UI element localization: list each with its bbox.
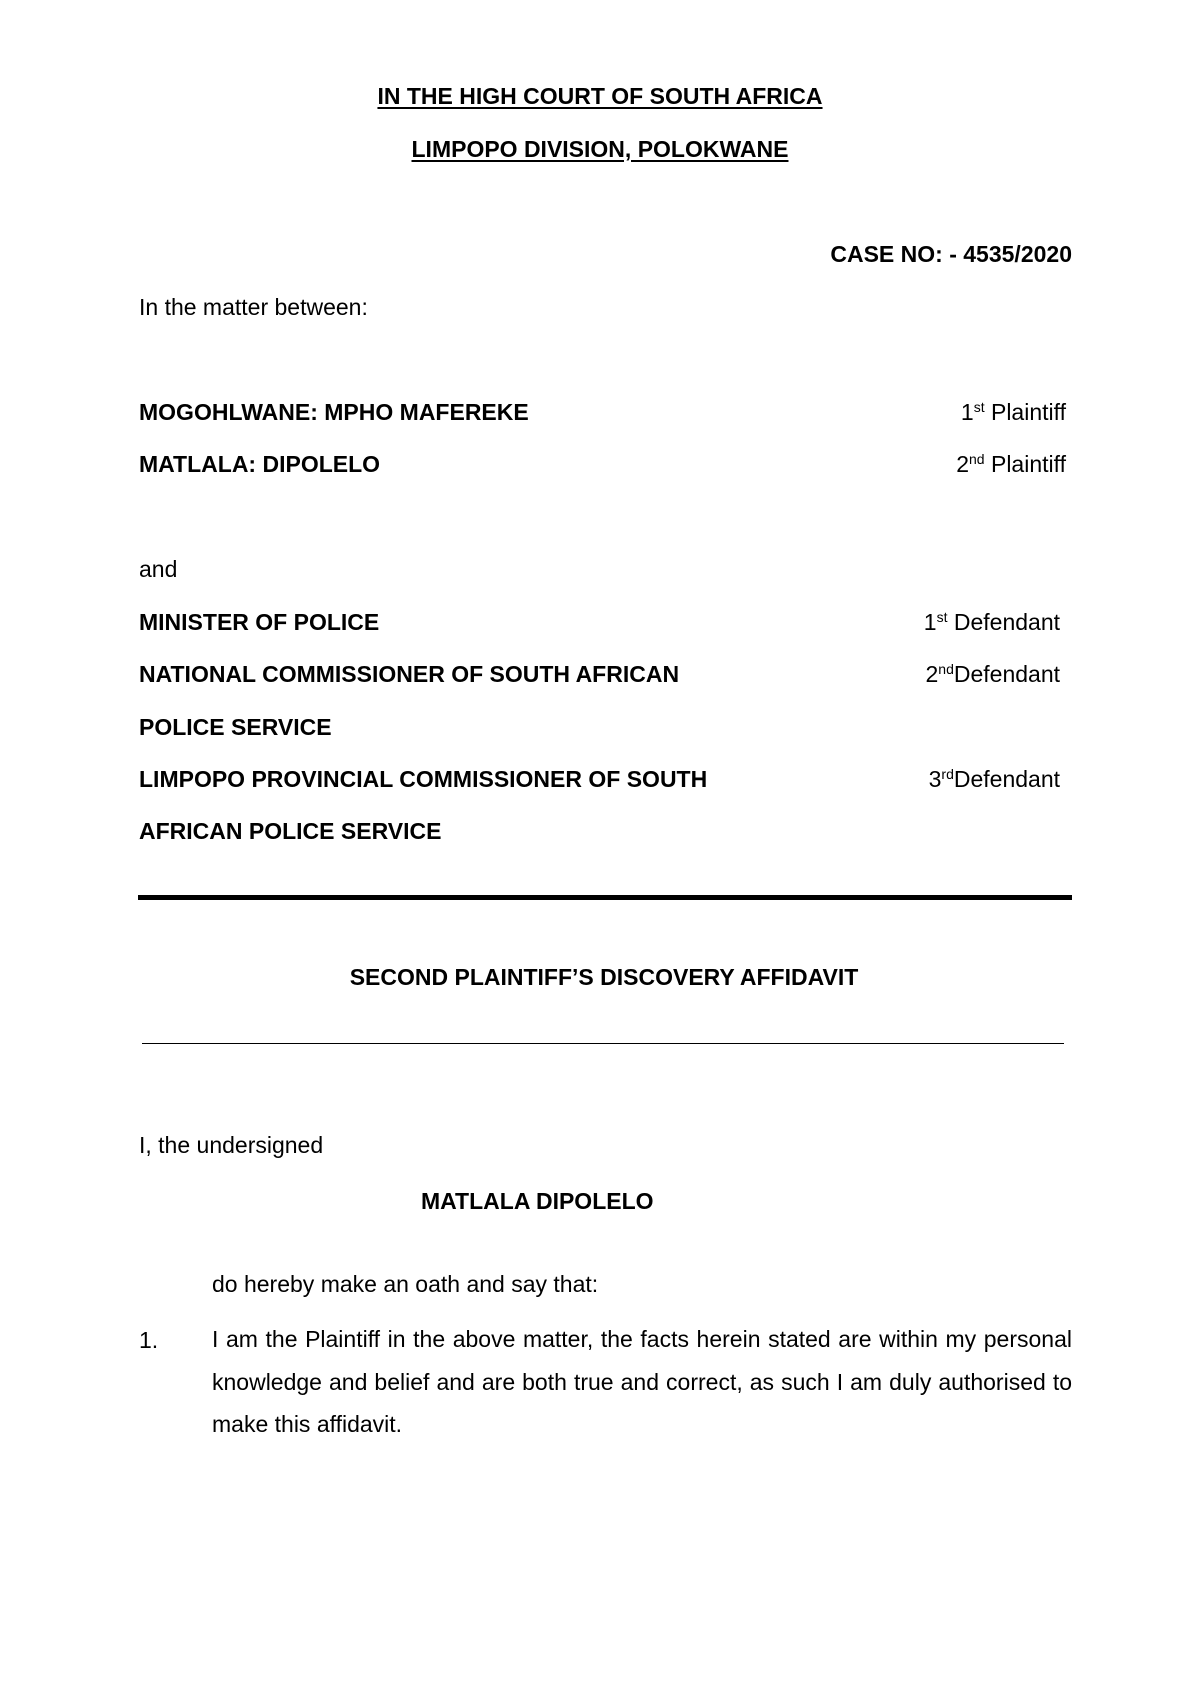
deponent-name: MATLALA DIPOLELO	[421, 1188, 654, 1214]
heavy-divider	[138, 895, 1072, 900]
defendant-2-name-cont: POLICE SERVICE	[139, 714, 332, 740]
paragraph-1-text: I am the Plaintiff in the above matter, the facts herein stated are within my personal knowledge and belief and are both true and correct, as such I am duly authorised to make this affidavit.	[212, 1326, 1072, 1437]
defendant-1-role: 1st Defendant	[923, 609, 1060, 635]
paragraph-1-number: 1.	[139, 1327, 159, 1353]
and-separator: and	[139, 556, 178, 582]
case-number: CASE NO: - 4535/2020	[830, 241, 1072, 267]
defendant-2-role: 2ndDefendant	[925, 661, 1060, 687]
matter-intro: In the matter between:	[139, 294, 368, 320]
undersigned-line: I, the undersigned	[139, 1132, 324, 1158]
document-title: SECOND PLAINTIFF’S DISCOVERY AFFIDAVIT	[349, 964, 859, 990]
defendant-2-name: NATIONAL COMMISSIONER OF SOUTH AFRICAN	[139, 661, 680, 687]
plaintiff-2-role: 2nd Plaintiff	[956, 451, 1066, 477]
title-underline-divider	[142, 1043, 1064, 1044]
plaintiff-2-name: MATLALA: DIPOLELO	[139, 451, 381, 477]
defendant-1-name: MINISTER OF POLICE	[139, 609, 380, 635]
defendant-3-name: LIMPOPO PROVINCIAL COMMISSIONER OF SOUTH	[139, 766, 708, 792]
plaintiff-1-role: 1st Plaintiff	[960, 399, 1066, 425]
court-heading: IN THE HIGH COURT OF SOUTH AFRICA	[377, 83, 823, 109]
defendant-3-name-cont: AFRICAN POLICE SERVICE	[139, 818, 442, 844]
defendant-3-role: 3rdDefendant	[928, 766, 1060, 792]
court-division: LIMPOPO DIVISION, POLOKWANE	[411, 136, 789, 162]
plaintiff-1-name: MOGOHLWANE: MPHO MAFEREKE	[139, 399, 529, 425]
oath-intro: do hereby make an oath and say that:	[212, 1271, 599, 1297]
